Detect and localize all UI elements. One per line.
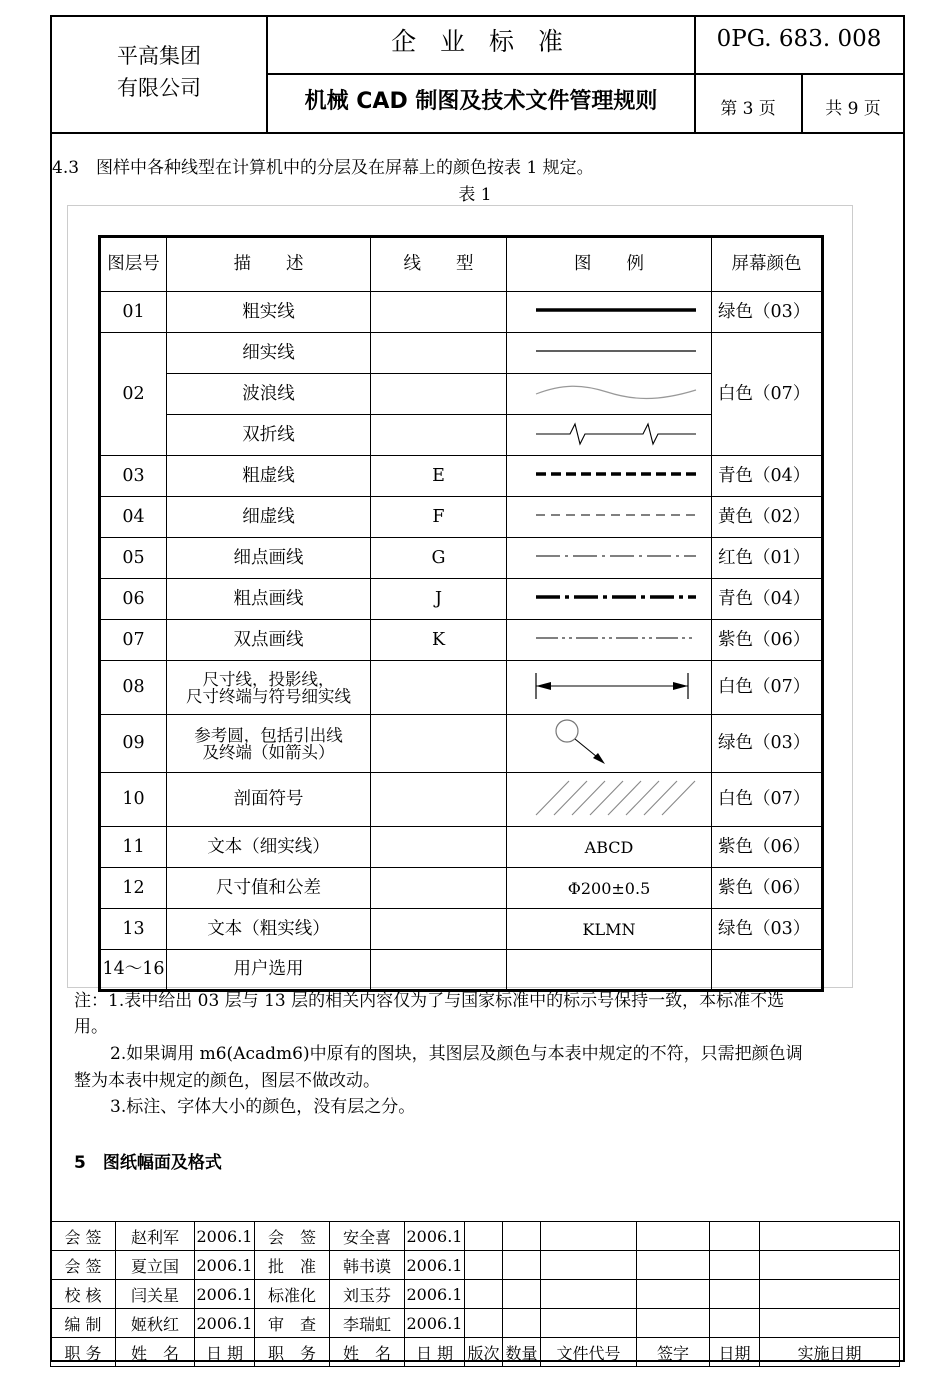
page-number: 第 3 页: [720, 99, 776, 119]
desc-cell: 文本（细实线）: [167, 827, 371, 868]
layer-cell: 08: [100, 661, 167, 715]
label-cell: 职 务: [51, 1338, 116, 1367]
empty-cell: [760, 1309, 900, 1338]
empty-cell: [760, 1222, 900, 1251]
empty-cell: [465, 1222, 503, 1251]
color-cell: 紫色（06）: [712, 827, 823, 868]
code-cell: F: [371, 497, 507, 538]
layer-cell: 02: [100, 333, 167, 456]
color-cell: 白色（07）: [712, 333, 823, 456]
header-desc: 描 述: [167, 237, 371, 292]
table-row: [100, 620, 823, 661]
color-cell: 红色（01）: [712, 538, 823, 579]
sample-text: ABCD: [507, 827, 712, 868]
sample-thick-dot-dash: [507, 579, 712, 620]
empty-cell: [760, 1251, 900, 1280]
header-linetype: 线 型: [371, 237, 507, 292]
color-cell: 紫色（06）: [712, 620, 823, 661]
name-cell: 李瑞虹: [330, 1309, 405, 1338]
code-cell: K: [371, 620, 507, 661]
role-cell: 会 签: [255, 1222, 330, 1251]
layer-cell: 01: [100, 292, 167, 333]
desc-cell: 尺寸值和公差: [167, 868, 371, 909]
color-cell: 绿色（03）: [712, 715, 823, 773]
date-cell: 2006.1: [405, 1251, 465, 1280]
desc-cell: 文本（粗实线）: [167, 909, 371, 950]
name-cell: 韩书谟: [330, 1251, 405, 1280]
code-cell: G: [371, 538, 507, 579]
color-cell: [712, 950, 823, 991]
table-row: [100, 333, 823, 374]
color-cell: 绿色（03）: [712, 909, 823, 950]
empty-cell: [465, 1280, 503, 1309]
name-cell: 夏立国: [116, 1251, 195, 1280]
page-total: 共 9 页: [825, 99, 881, 119]
sample-thin-dot-dash: [507, 538, 712, 579]
color-cell: 黄色（02）: [712, 497, 823, 538]
desc-cell: 细点画线: [167, 538, 371, 579]
desc-cell: 细实线: [167, 333, 371, 374]
layer-table: [98, 235, 824, 992]
empty-cell: [503, 1251, 541, 1280]
company-line2: 有限公司: [117, 76, 201, 100]
code-cell: [371, 909, 507, 950]
table-row: [100, 579, 823, 620]
code-cell: [371, 950, 507, 991]
date-cell: 2006.1: [195, 1222, 255, 1251]
label-cell: 日 期: [405, 1338, 465, 1367]
note-2-line2: 整为本表中规定的颜色，图层不做改动。: [74, 1071, 380, 1091]
document-subtitle: 机械 CAD 制图及技术文件管理规则: [304, 89, 658, 114]
empty-cell: [503, 1280, 541, 1309]
signature-row: [51, 1309, 900, 1338]
section-5-heading: 5 图纸幅面及格式: [74, 1153, 222, 1173]
name-cell: 安全喜: [330, 1222, 405, 1251]
desc-cell: 粗点画线: [167, 579, 371, 620]
note-1-line1: 注：1.表中给出 03 层与 13 层的相关内容仅为了与国家标准中的标示号保持一致，本标准不选: [74, 991, 785, 1011]
sample-circle-leader: [507, 715, 712, 773]
layer-cell: 07: [100, 620, 167, 661]
layer-cell: 03: [100, 456, 167, 497]
empty-cell: [465, 1309, 503, 1338]
empty-cell: [637, 1222, 710, 1251]
role-cell: 标准化: [255, 1280, 330, 1309]
date-cell: 2006.1: [405, 1309, 465, 1338]
table-row: [100, 868, 823, 909]
code-cell: [371, 333, 507, 374]
color-cell: 绿色（03）: [712, 292, 823, 333]
role-cell: 会 签: [51, 1222, 116, 1251]
empty-cell: [503, 1222, 541, 1251]
document-type-title: 企 业 标 准: [391, 27, 571, 56]
code-cell: J: [371, 579, 507, 620]
empty-cell: [637, 1251, 710, 1280]
sample-thin-solid: [507, 333, 712, 374]
color-cell: 紫色（06）: [712, 868, 823, 909]
empty-cell: [710, 1309, 760, 1338]
code-cell: E: [371, 456, 507, 497]
table-row: [100, 456, 823, 497]
note-3: 3.标注、字体大小的颜色，没有层之分。: [110, 1097, 416, 1117]
role-cell: 会 签: [51, 1251, 116, 1280]
empty-cell: [541, 1280, 637, 1309]
header-color: 屏幕颜色: [712, 237, 823, 292]
label-cell: 日期: [710, 1338, 760, 1367]
desc-cell: 波浪线: [167, 374, 371, 415]
code-cell: [371, 827, 507, 868]
empty-cell: [541, 1222, 637, 1251]
label-cell: 职 务: [255, 1338, 330, 1367]
table-row: [100, 292, 823, 333]
layer-cell: 12: [100, 868, 167, 909]
section-4-3-text: 4.3 图样中各种线型在计算机中的分层及在屏幕上的颜色按表 1 规定。: [52, 158, 594, 178]
header-divider: [50, 132, 905, 134]
color-cell: 白色（07）: [712, 661, 823, 715]
desc-cell: 粗实线: [167, 292, 371, 333]
code-cell: [371, 374, 507, 415]
sample-thin-dash: [507, 497, 712, 538]
empty-cell: [637, 1309, 710, 1338]
company-line1: 平高集团: [117, 44, 201, 68]
code-cell: [371, 773, 507, 827]
desc-cell: 尺寸线，投影线， 尺寸终端与符号细实线: [167, 661, 371, 715]
label-cell: 姓 名: [330, 1338, 405, 1367]
layer-cell: 14～16: [100, 950, 167, 991]
layer-cell: 06: [100, 579, 167, 620]
sample-wave: [507, 374, 712, 415]
document-number: 0PG. 683. 008: [716, 26, 882, 52]
date-cell: 2006.1: [405, 1222, 465, 1251]
sample-double-dot-dash: [507, 620, 712, 661]
label-cell: 姓 名: [116, 1338, 195, 1367]
role-cell: 编 制: [51, 1309, 116, 1338]
table-row: [100, 827, 823, 868]
table-caption: 表 1: [458, 185, 492, 205]
date-cell: 2006.1: [405, 1280, 465, 1309]
signature-label-row: [51, 1338, 900, 1367]
layer-cell: 04: [100, 497, 167, 538]
empty-cell: [541, 1251, 637, 1280]
code-cell: [371, 715, 507, 773]
layer-cell: 09: [100, 715, 167, 773]
desc-cell: 参考圆，包括引出线 及终端（如箭头）: [167, 715, 371, 773]
code-cell: [371, 661, 507, 715]
label-cell: 文件代号: [541, 1338, 637, 1367]
color-cell: 青色（04）: [712, 456, 823, 497]
empty-cell: [503, 1309, 541, 1338]
desc-cell: 双点画线: [167, 620, 371, 661]
layer-cell: 10: [100, 773, 167, 827]
name-cell: 刘玉芬: [330, 1280, 405, 1309]
signature-row: [51, 1251, 900, 1280]
code-cell: [371, 868, 507, 909]
header-sample: 图 例: [507, 237, 712, 292]
table-row: [100, 538, 823, 579]
sample-dimension-line: [507, 661, 712, 715]
role-cell: 批 准: [255, 1251, 330, 1280]
sample-text: Φ200±0.5: [507, 868, 712, 909]
empty-cell: [710, 1251, 760, 1280]
header-layer: 图层号: [100, 237, 167, 292]
role-cell: 校 核: [51, 1280, 116, 1309]
layer-cell: 11: [100, 827, 167, 868]
date-cell: 2006.1: [195, 1309, 255, 1338]
name-cell: 赵利军: [116, 1222, 195, 1251]
sample-cell: [507, 950, 712, 991]
desc-cell: 双折线: [167, 415, 371, 456]
label-cell: 签字: [637, 1338, 710, 1367]
color-cell: 白色（07）: [712, 773, 823, 827]
date-cell: 2006.1: [195, 1280, 255, 1309]
table-header-row: [100, 237, 823, 292]
empty-cell: [710, 1222, 760, 1251]
note-1-line2: 用。: [74, 1017, 108, 1037]
table-row: [100, 909, 823, 950]
sample-thick-solid: [507, 292, 712, 333]
company-name: [52, 40, 266, 104]
layer-cell: 05: [100, 538, 167, 579]
empty-cell: [465, 1251, 503, 1280]
sample-zigzag: [507, 415, 712, 456]
sample-hatch: [507, 773, 712, 827]
label-cell: 实施日期: [760, 1338, 900, 1367]
note-2-line1: 2.如果调用 m6(Acadm6)中原有的图块，其图层及颜色与本表中规定的不符，只需把颜色调: [110, 1044, 803, 1064]
sample-text: KLMN: [507, 909, 712, 950]
desc-cell: 细虚线: [167, 497, 371, 538]
name-cell: 姬秋红: [116, 1309, 195, 1338]
signature-table: [50, 1221, 900, 1367]
empty-cell: [541, 1309, 637, 1338]
table-row: [100, 773, 823, 827]
empty-cell: [760, 1280, 900, 1309]
name-cell: 闫关星: [116, 1280, 195, 1309]
desc-cell: 粗虚线: [167, 456, 371, 497]
table-row: [100, 497, 823, 538]
empty-cell: [710, 1280, 760, 1309]
date-cell: 2006.1: [195, 1251, 255, 1280]
role-cell: 审 查: [255, 1309, 330, 1338]
table-row: [100, 661, 823, 715]
sample-thick-dash: [507, 456, 712, 497]
empty-cell: [637, 1280, 710, 1309]
signature-row: [51, 1222, 900, 1251]
code-cell: [371, 415, 507, 456]
table-row: [100, 950, 823, 991]
desc-cell: 剖面符号: [167, 773, 371, 827]
desc-cell: 用户选用: [167, 950, 371, 991]
table-row: [100, 715, 823, 773]
code-cell: [371, 292, 507, 333]
signature-row: [51, 1280, 900, 1309]
color-cell: 青色（04）: [712, 579, 823, 620]
label-cell: 版次: [465, 1338, 503, 1367]
header-divider: [266, 73, 905, 75]
layer-cell: 13: [100, 909, 167, 950]
label-cell: 数量: [503, 1338, 541, 1367]
label-cell: 日 期: [195, 1338, 255, 1367]
